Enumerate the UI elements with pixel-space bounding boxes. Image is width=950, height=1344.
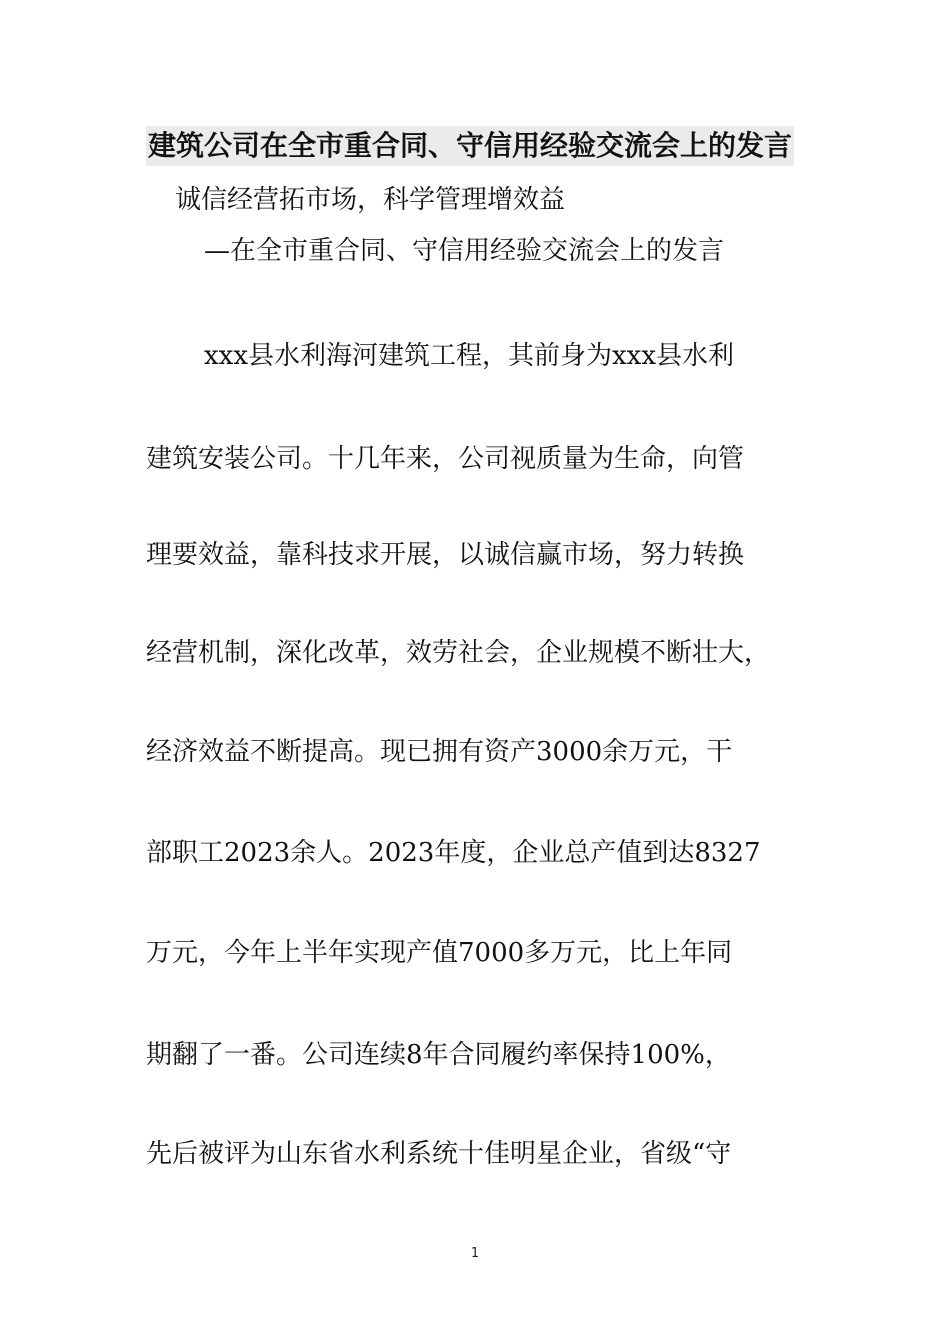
body-line-7: 万元，今年上半年实现产值7000多万元，比上年同 — [146, 938, 733, 968]
page-number: 1 — [470, 1246, 480, 1261]
body-line-9: 先后被评为山东省水利系统十佳明星企业，省级“守 — [146, 1139, 732, 1169]
body-line-1: xxx县水利海河建筑工程，其前身为xxx县水利 — [204, 341, 734, 371]
document-subheading: —在全市重合同、守信用经验交流会上的发言 — [204, 236, 725, 266]
body-line-5: 经济效益不断提高。现已拥有资产3000余万元，干 — [146, 737, 733, 767]
body-line-3: 理要效益，靠科技求开展，以诚信赢市场，努力转换 — [146, 540, 745, 570]
body-line-2: 建筑安装公司。十几年来，公司视质量为生命，向管 — [146, 444, 745, 474]
document-subtitle: 诚信经营拓市场，科学管理增效益 — [175, 185, 566, 215]
document-title: 建筑公司在全市重合同、守信用经验交流会上的发言 — [146, 126, 794, 166]
body-line-4: 经营机制，深化改革，效劳社会，企业规模不断壮大， — [146, 638, 771, 668]
body-line-6: 部职工2023余人。2023年度，企业总产值到达8327 — [146, 838, 761, 868]
body-line-8: 期翻了一番。公司连续8年合同履约率保持100%， — [146, 1040, 731, 1070]
